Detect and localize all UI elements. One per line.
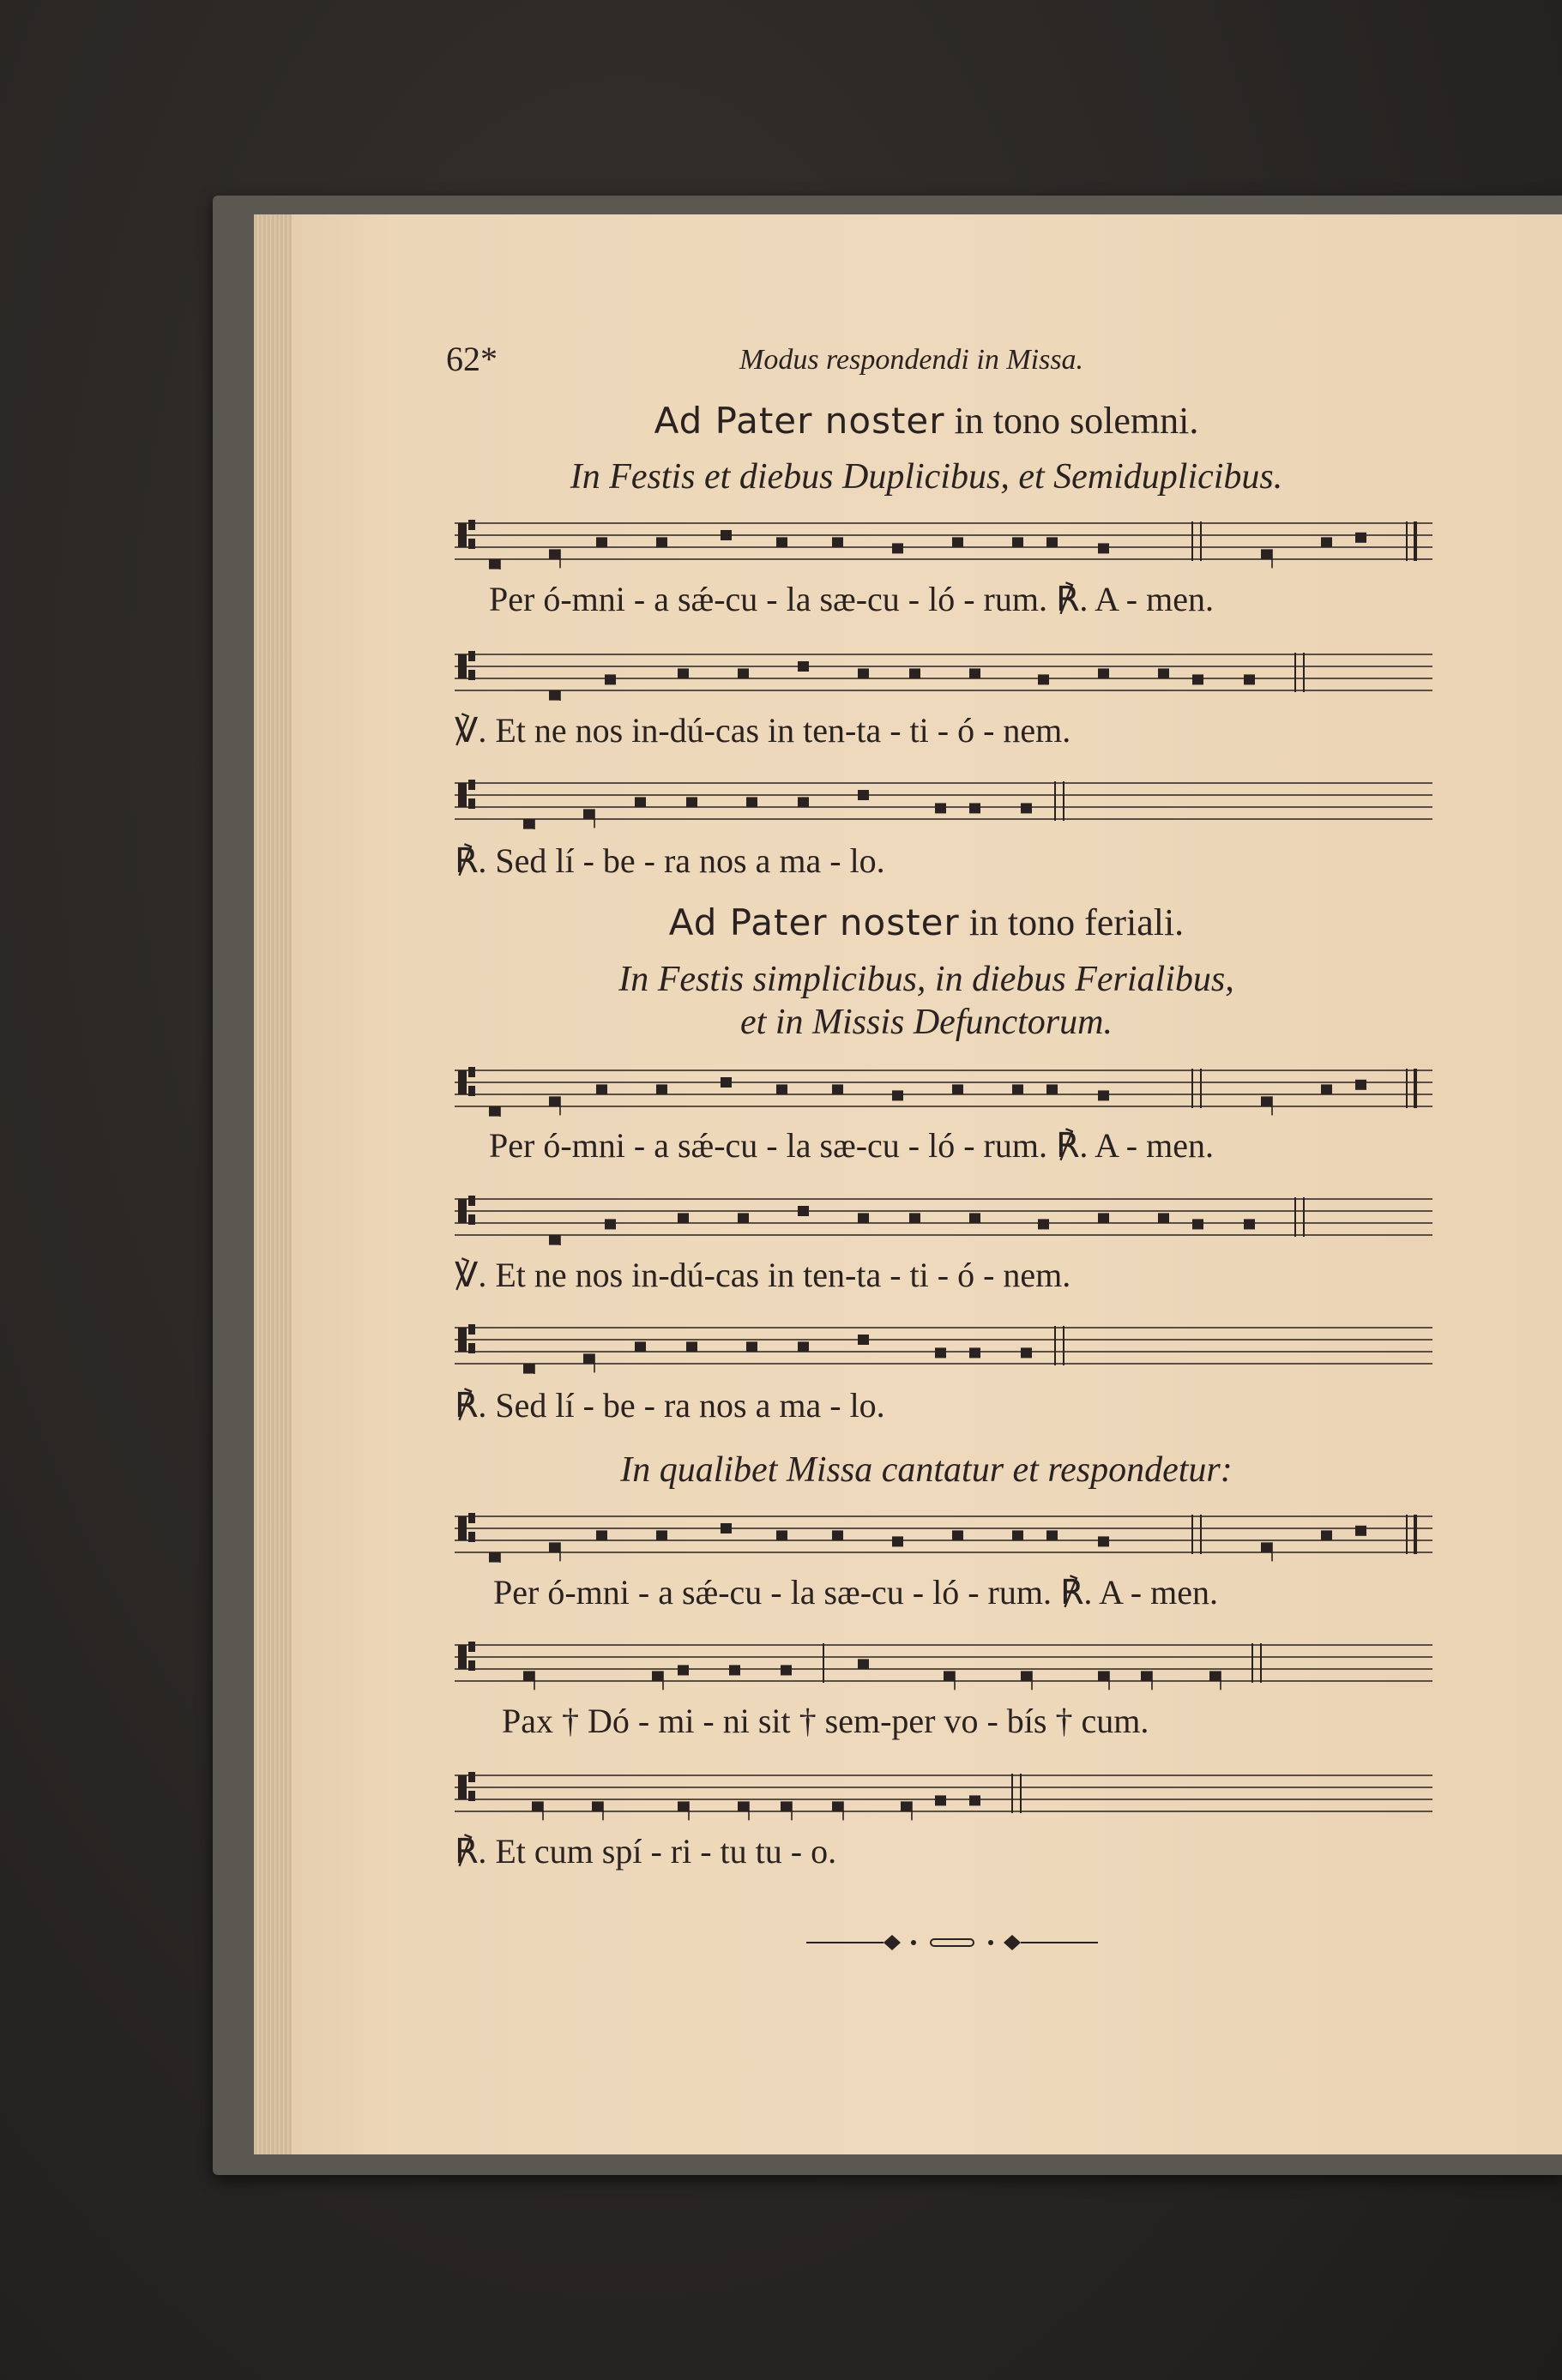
chant-staff xyxy=(455,1063,1432,1117)
section-title-main: Ad Pater noster xyxy=(668,901,960,943)
section-subtitle: In Festis simplicibus, in diebus Ferialibus, xyxy=(618,960,1234,999)
chant-lyric-line: Per ó-mni - a sǽ-cu - la sæ-cu - ló - rum. ℟. A - men. xyxy=(489,580,1214,618)
chant-lyric-line: Per ó-mni - a sǽ-cu - la sæ-cu - ló - rum. ℟. A - men. xyxy=(493,1573,1218,1612)
chant-staff xyxy=(455,776,1432,829)
section-title-solemni xyxy=(292,399,1561,443)
page-number: 62* xyxy=(446,340,498,378)
chant-lyric-line: ℣. Et ne nos in-dú-cas in ten-ta - ti - ó - nem. xyxy=(455,711,1071,750)
chant-staff xyxy=(455,1192,1432,1245)
chant-lyric-line: ℟. Et cum spí - ri - tu tu - o. xyxy=(455,1832,837,1871)
section-subtitle: In Festis et diebus Duplicibus, et Semiduplicibus. xyxy=(570,457,1283,497)
chant-staff xyxy=(455,1638,1432,1691)
chant-staff xyxy=(455,648,1432,701)
chant-staff xyxy=(455,516,1432,569)
chant-staff xyxy=(455,1768,1432,1822)
section-title-rest: in tono feriali. xyxy=(968,901,1185,943)
chant-lyric-line: ℣. Et ne nos in-dú-cas in ten-ta - ti - ó - nem. xyxy=(455,1256,1071,1294)
chant-staff xyxy=(455,1321,1432,1374)
chant-lyric-line: Pax † Dó - mi - ni sit † sem-per vo - bís † cum. xyxy=(502,1702,1149,1740)
section-subtitle: In qualibet Missa cantatur et respondetur: xyxy=(620,1450,1233,1490)
section-subtitle: et in Missis Defunctorum. xyxy=(740,1003,1113,1042)
section-title-main: Ad Pater noster xyxy=(654,400,945,442)
section-title-rest: in tono solemni. xyxy=(954,400,1199,442)
chant-lyric-line: ℟. Sed lí - be - ra nos a ma - lo. xyxy=(455,841,885,880)
chant-lyric-line: Per ó-mni - a sǽ-cu - la sæ-cu - ló - rum. ℟. A - men. xyxy=(489,1126,1214,1165)
section-title-feriali xyxy=(292,901,1561,944)
chant-staff xyxy=(455,1509,1432,1563)
closing-ornament xyxy=(806,1930,1098,1955)
page-header xyxy=(446,339,1467,390)
running-head: Modus respondendi in Missa. xyxy=(739,344,1084,376)
book-page xyxy=(292,214,1562,2154)
chant-lyric-line: ℟. Sed lí - be - ra nos a ma - lo. xyxy=(455,1386,885,1425)
